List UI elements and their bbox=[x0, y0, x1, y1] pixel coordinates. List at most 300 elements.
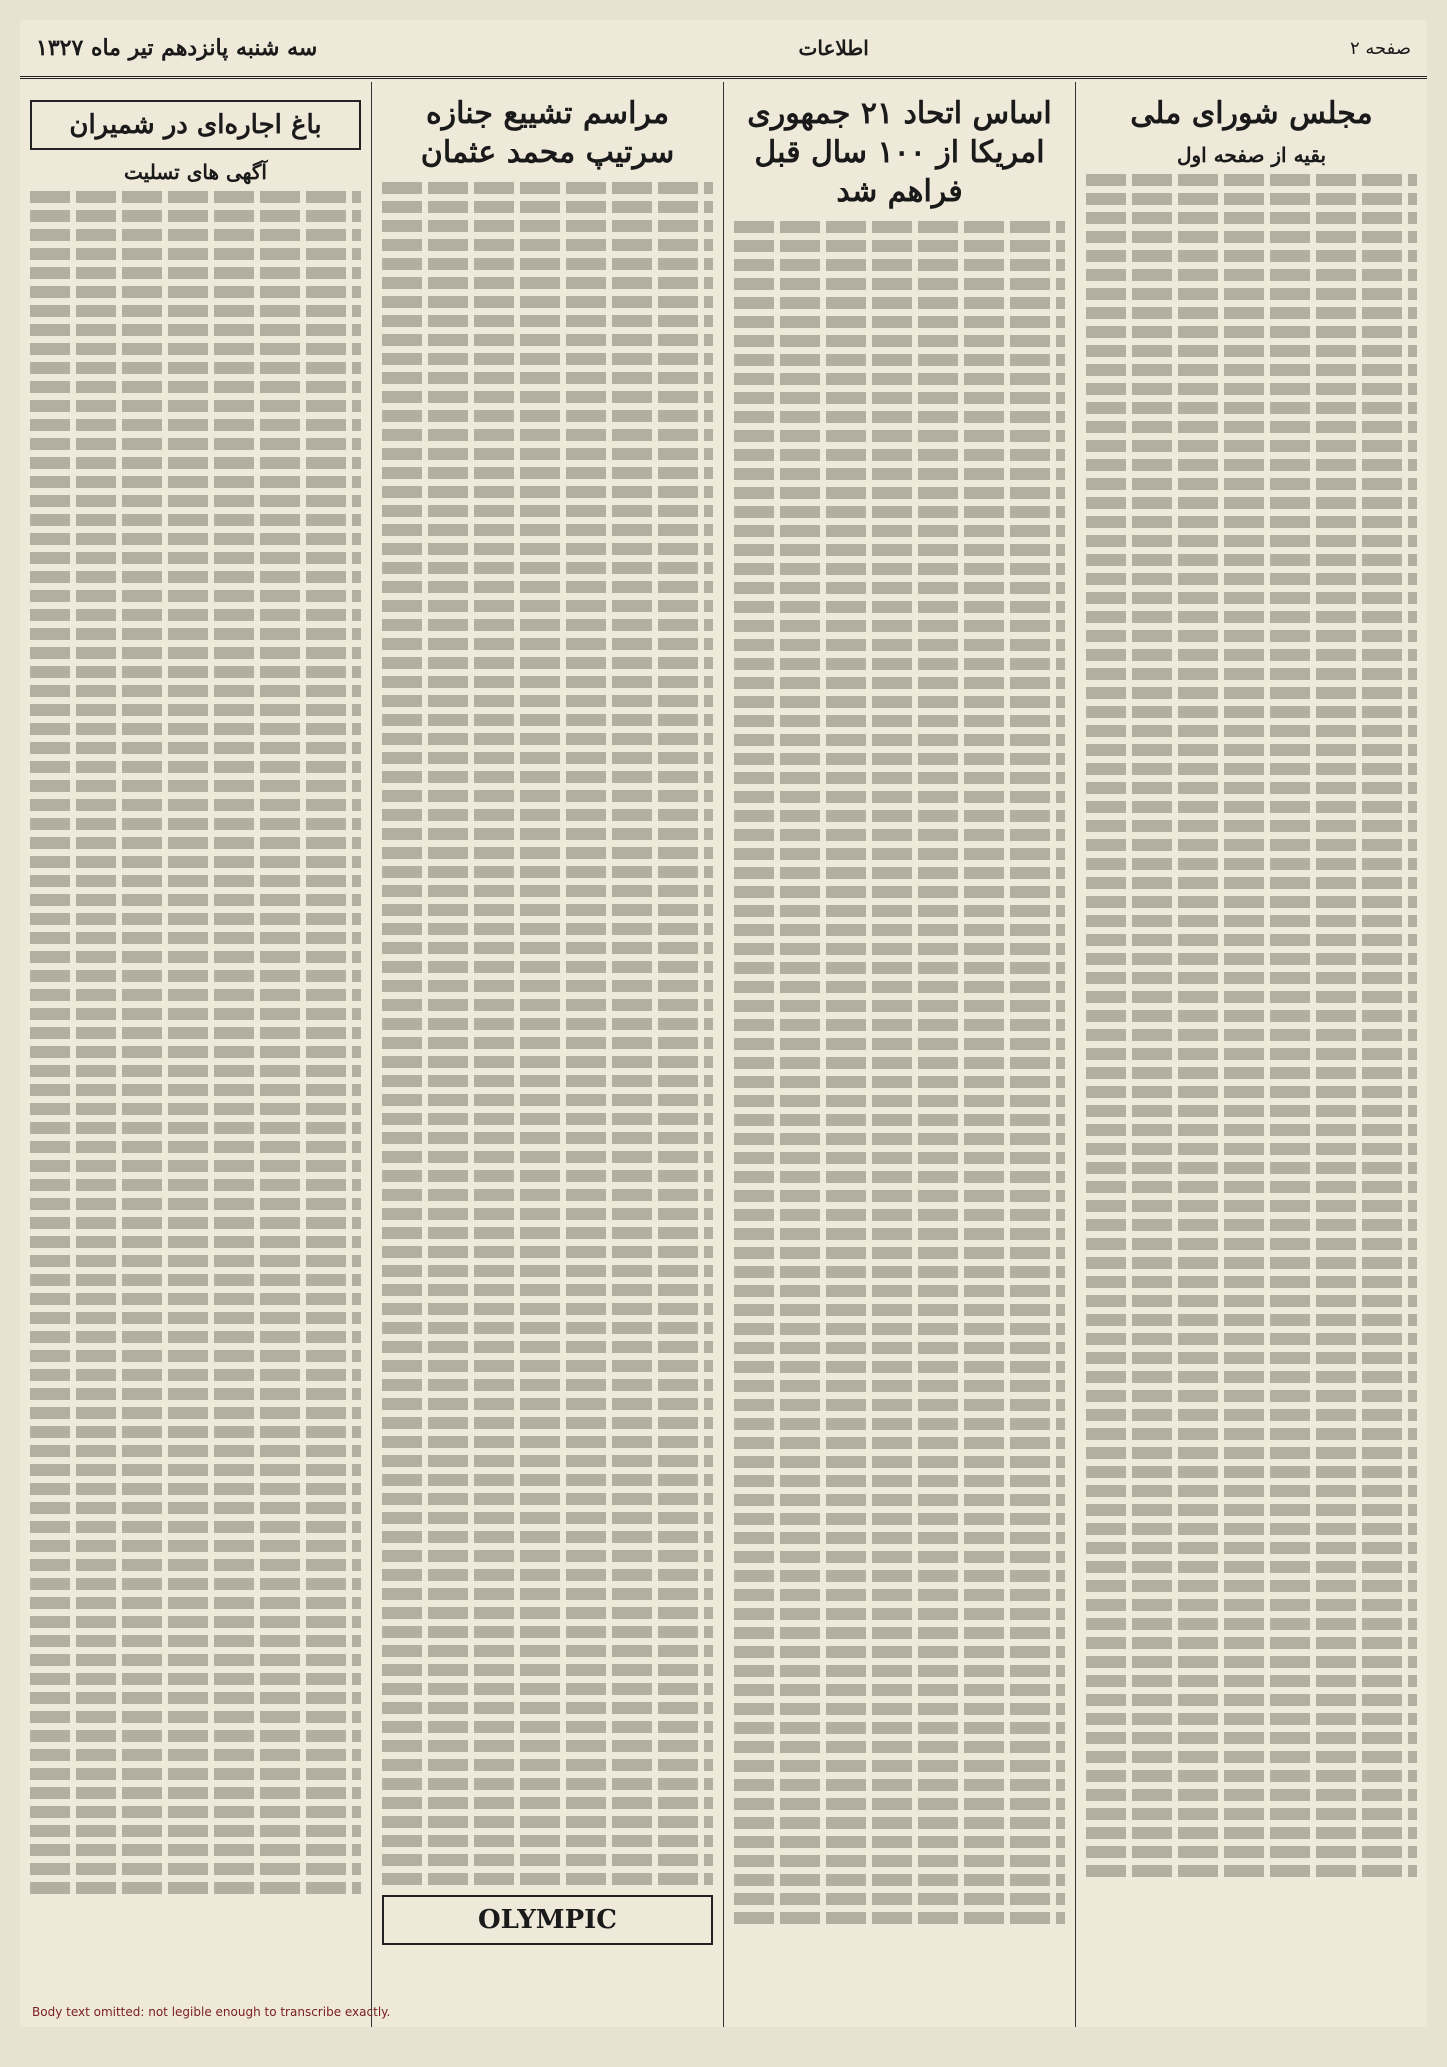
text-line-placeholder bbox=[30, 1407, 361, 1419]
text-line-placeholder bbox=[382, 1740, 713, 1752]
text-line-placeholder bbox=[30, 970, 361, 982]
text-line-placeholder bbox=[1086, 1656, 1417, 1668]
text-line-placeholder bbox=[734, 354, 1065, 366]
text-line-placeholder bbox=[1086, 1485, 1417, 1497]
text-line-placeholder bbox=[734, 1893, 1065, 1905]
text-line-placeholder bbox=[382, 1417, 713, 1429]
text-line-placeholder bbox=[734, 1247, 1065, 1259]
text-line-placeholder bbox=[734, 506, 1065, 518]
text-line-placeholder bbox=[734, 962, 1065, 974]
text-line-placeholder bbox=[734, 1456, 1065, 1468]
text-line-placeholder bbox=[734, 734, 1065, 746]
text-line-placeholder bbox=[382, 1075, 713, 1087]
text-line-placeholder bbox=[734, 278, 1065, 290]
text-line-placeholder bbox=[382, 1531, 713, 1543]
text-line-placeholder bbox=[30, 1046, 361, 1058]
text-line-placeholder bbox=[30, 1863, 361, 1875]
text-line-placeholder bbox=[382, 1018, 713, 1030]
text-line-placeholder bbox=[382, 410, 713, 422]
text-line-placeholder bbox=[734, 1323, 1065, 1335]
text-line-placeholder bbox=[30, 1331, 361, 1343]
text-line-placeholder bbox=[382, 201, 713, 213]
text-line-placeholder bbox=[30, 1236, 361, 1248]
text-line-placeholder bbox=[1086, 972, 1417, 984]
text-line-placeholder bbox=[30, 533, 361, 545]
text-line-placeholder bbox=[1086, 1276, 1417, 1288]
text-line-placeholder bbox=[30, 1426, 361, 1438]
text-line-placeholder bbox=[382, 239, 713, 251]
text-line-placeholder bbox=[382, 1759, 713, 1771]
text-line-placeholder bbox=[30, 932, 361, 944]
text-line-placeholder bbox=[382, 581, 713, 593]
text-line-placeholder bbox=[30, 1616, 361, 1628]
text-line-placeholder bbox=[1086, 174, 1417, 186]
text-line-placeholder bbox=[734, 544, 1065, 556]
text-line-placeholder bbox=[1086, 1010, 1417, 1022]
text-line-placeholder bbox=[1086, 440, 1417, 452]
text-line-placeholder bbox=[1086, 478, 1417, 490]
text-line-placeholder bbox=[30, 1141, 361, 1153]
text-line-placeholder bbox=[30, 1787, 361, 1799]
text-line-placeholder bbox=[382, 1493, 713, 1505]
text-line-placeholder bbox=[30, 571, 361, 583]
text-line-placeholder bbox=[30, 1198, 361, 1210]
text-line-placeholder bbox=[382, 600, 713, 612]
text-line-placeholder bbox=[382, 1854, 713, 1866]
text-line-placeholder bbox=[734, 867, 1065, 879]
text-line-placeholder bbox=[1086, 212, 1417, 224]
column-headline: اساس اتحاد ۲۱ جمهوری امریکا از ۱۰۰ سال قبل فراهم شد bbox=[747, 96, 1052, 209]
garden-ad bbox=[30, 100, 361, 150]
text-line-placeholder bbox=[1086, 1048, 1417, 1060]
text-line-placeholder bbox=[734, 449, 1065, 461]
text-line-placeholder bbox=[30, 894, 361, 906]
text-line-placeholder bbox=[30, 1825, 361, 1837]
text-line-placeholder bbox=[382, 1303, 713, 1315]
text-line-placeholder bbox=[30, 1065, 361, 1077]
text-line-placeholder bbox=[382, 1246, 713, 1258]
text-line-placeholder bbox=[1086, 1390, 1417, 1402]
text-line-placeholder bbox=[734, 1798, 1065, 1810]
text-line-placeholder bbox=[1086, 896, 1417, 908]
text-line-placeholder bbox=[382, 1474, 713, 1486]
text-line-placeholder bbox=[1086, 345, 1417, 357]
text-line-placeholder bbox=[382, 1455, 713, 1467]
text-line-placeholder bbox=[1086, 1295, 1417, 1307]
text-line-placeholder bbox=[1086, 1713, 1417, 1725]
text-line-placeholder bbox=[734, 1494, 1065, 1506]
text-line-placeholder bbox=[382, 771, 713, 783]
text-line-placeholder bbox=[1086, 782, 1417, 794]
text-line-placeholder bbox=[734, 582, 1065, 594]
text-line-placeholder bbox=[30, 1122, 361, 1134]
text-line-placeholder bbox=[1086, 1637, 1417, 1649]
text-line-placeholder bbox=[382, 1056, 713, 1068]
paper-name: اطلاعات bbox=[798, 36, 869, 60]
text-line-placeholder bbox=[382, 1778, 713, 1790]
text-line-placeholder bbox=[734, 658, 1065, 670]
text-line-placeholder bbox=[30, 742, 361, 754]
column-headline: مراسم تشییع جنازه سرتیپ محمد عثمان bbox=[420, 96, 675, 170]
text-line-placeholder bbox=[30, 647, 361, 659]
text-line-placeholder bbox=[1086, 801, 1417, 813]
text-line-placeholder bbox=[1086, 915, 1417, 927]
text-line-placeholder bbox=[30, 1388, 361, 1400]
text-line-placeholder bbox=[382, 1132, 713, 1144]
text-line-placeholder bbox=[382, 1151, 713, 1163]
text-line-placeholder bbox=[30, 1806, 361, 1818]
text-line-placeholder bbox=[1086, 1732, 1417, 1744]
text-line-placeholder bbox=[30, 381, 361, 393]
text-line-placeholder bbox=[30, 229, 361, 241]
text-line-placeholder bbox=[30, 1445, 361, 1457]
text-line-placeholder bbox=[30, 248, 361, 260]
text-line-placeholder bbox=[1086, 1238, 1417, 1250]
column-3 bbox=[371, 82, 723, 2027]
text-line-placeholder bbox=[382, 733, 713, 745]
text-line-placeholder bbox=[1086, 497, 1417, 509]
text-line-placeholder bbox=[1086, 744, 1417, 756]
text-line-placeholder bbox=[1086, 1694, 1417, 1706]
text-line-placeholder bbox=[734, 1038, 1065, 1050]
text-line-placeholder bbox=[30, 723, 361, 735]
text-line-placeholder bbox=[734, 1627, 1065, 1639]
text-line-placeholder bbox=[382, 1170, 713, 1182]
text-line-placeholder bbox=[1086, 307, 1417, 319]
text-line-placeholder bbox=[734, 1608, 1065, 1620]
text-line-placeholder bbox=[30, 1673, 361, 1685]
text-line-placeholder bbox=[30, 514, 361, 526]
text-line-placeholder bbox=[382, 296, 713, 308]
text-line-placeholder bbox=[382, 562, 713, 574]
text-line-placeholder bbox=[734, 753, 1065, 765]
ad-title: OLYMPIC bbox=[477, 1905, 617, 1935]
text-line-placeholder bbox=[30, 552, 361, 564]
text-line-placeholder bbox=[734, 1057, 1065, 1069]
text-line-placeholder bbox=[1086, 953, 1417, 965]
text-line-placeholder bbox=[30, 704, 361, 716]
text-line-placeholder bbox=[1086, 193, 1417, 205]
text-line-placeholder bbox=[30, 1730, 361, 1742]
text-line-placeholder bbox=[734, 1000, 1065, 1012]
text-line-placeholder bbox=[382, 980, 713, 992]
text-line-placeholder bbox=[30, 1540, 361, 1552]
text-line-placeholder bbox=[734, 639, 1065, 651]
text-line-placeholder bbox=[1086, 687, 1417, 699]
text-line-placeholder bbox=[734, 848, 1065, 860]
text-line-placeholder bbox=[734, 1228, 1065, 1240]
text-line-placeholder bbox=[1086, 516, 1417, 528]
text-line-placeholder bbox=[382, 372, 713, 384]
newspaper-page bbox=[20, 20, 1427, 2027]
text-line-placeholder bbox=[1086, 1162, 1417, 1174]
text-line-placeholder bbox=[734, 1380, 1065, 1392]
text-line-placeholder bbox=[382, 790, 713, 802]
text-line-placeholder bbox=[734, 430, 1065, 442]
text-line-placeholder bbox=[1086, 554, 1417, 566]
text-line-placeholder bbox=[1086, 1219, 1417, 1231]
text-line-placeholder bbox=[1086, 706, 1417, 718]
text-line-placeholder bbox=[382, 543, 713, 555]
columns bbox=[20, 82, 1427, 2027]
text-line-placeholder bbox=[1086, 1352, 1417, 1364]
column-1 bbox=[1075, 82, 1427, 2027]
text-line-placeholder bbox=[30, 875, 361, 887]
text-line-placeholder bbox=[734, 772, 1065, 784]
text-line-placeholder bbox=[734, 392, 1065, 404]
text-line-placeholder bbox=[1086, 1751, 1417, 1763]
text-line-placeholder bbox=[382, 1797, 713, 1809]
text-line-placeholder bbox=[734, 1095, 1065, 1107]
text-line-placeholder bbox=[734, 1551, 1065, 1563]
text-line-placeholder bbox=[1086, 934, 1417, 946]
text-line-placeholder bbox=[382, 505, 713, 517]
text-line-placeholder bbox=[1086, 630, 1417, 642]
text-line-placeholder bbox=[382, 1702, 713, 1714]
olympic-ad bbox=[382, 1895, 713, 1945]
text-line-placeholder bbox=[734, 1190, 1065, 1202]
text-line-placeholder bbox=[30, 1654, 361, 1666]
text-line-placeholder bbox=[1086, 535, 1417, 547]
text-line-placeholder bbox=[734, 1684, 1065, 1696]
text-line-placeholder bbox=[30, 1597, 361, 1609]
text-line-placeholder bbox=[30, 1312, 361, 1324]
text-line-placeholder bbox=[734, 411, 1065, 423]
text-line-placeholder bbox=[30, 951, 361, 963]
text-line-placeholder bbox=[382, 1379, 713, 1391]
text-line-placeholder bbox=[734, 1703, 1065, 1715]
text-line-placeholder bbox=[1086, 1618, 1417, 1630]
text-line-placeholder bbox=[734, 1836, 1065, 1848]
text-line-placeholder bbox=[30, 1103, 361, 1115]
text-line-placeholder bbox=[30, 324, 361, 336]
text-line-placeholder bbox=[382, 1094, 713, 1106]
text-line-placeholder bbox=[1086, 1428, 1417, 1440]
text-line-placeholder bbox=[734, 316, 1065, 328]
text-line-placeholder bbox=[734, 1418, 1065, 1430]
text-line-placeholder bbox=[30, 1179, 361, 1191]
text-line-placeholder bbox=[1086, 1542, 1417, 1554]
text-line-placeholder bbox=[734, 240, 1065, 252]
text-line-placeholder bbox=[1086, 383, 1417, 395]
issue-date: سه شنبه پانزدهم تیر ماه ۱۳۲۷ bbox=[36, 35, 318, 61]
text-line-placeholder bbox=[1086, 1846, 1417, 1858]
text-line-placeholder bbox=[382, 258, 713, 270]
text-line-placeholder bbox=[1086, 763, 1417, 775]
text-line-placeholder bbox=[30, 1084, 361, 1096]
text-line-placeholder bbox=[1086, 1447, 1417, 1459]
text-line-placeholder bbox=[734, 1855, 1065, 1867]
text-line-placeholder bbox=[382, 182, 713, 194]
text-line-placeholder bbox=[1086, 1124, 1417, 1136]
text-line-placeholder bbox=[1086, 991, 1417, 1003]
text-line-placeholder bbox=[1086, 1105, 1417, 1117]
text-line-placeholder bbox=[30, 1768, 361, 1780]
body-placeholder bbox=[382, 182, 713, 1885]
text-line-placeholder bbox=[30, 1749, 361, 1761]
text-line-placeholder bbox=[382, 638, 713, 650]
text-line-placeholder bbox=[734, 620, 1065, 632]
text-line-placeholder bbox=[1086, 1599, 1417, 1611]
text-line-placeholder bbox=[30, 400, 361, 412]
text-line-placeholder bbox=[30, 1844, 361, 1856]
text-line-placeholder bbox=[734, 1437, 1065, 1449]
text-line-placeholder bbox=[734, 1665, 1065, 1677]
text-line-placeholder bbox=[30, 837, 361, 849]
column-headline: مجلس شورای ملی bbox=[1130, 96, 1373, 131]
text-line-placeholder bbox=[382, 467, 713, 479]
text-line-placeholder bbox=[1086, 858, 1417, 870]
text-line-placeholder bbox=[382, 885, 713, 897]
text-line-placeholder bbox=[382, 1360, 713, 1372]
text-line-placeholder bbox=[30, 1559, 361, 1571]
text-line-placeholder bbox=[382, 391, 713, 403]
text-line-placeholder bbox=[1086, 326, 1417, 338]
text-line-placeholder bbox=[734, 905, 1065, 917]
text-line-placeholder bbox=[1086, 820, 1417, 832]
text-line-placeholder bbox=[734, 1760, 1065, 1772]
text-line-placeholder bbox=[1086, 1143, 1417, 1155]
text-line-placeholder bbox=[382, 429, 713, 441]
text-line-placeholder bbox=[30, 1635, 361, 1647]
text-line-placeholder bbox=[30, 1882, 361, 1894]
text-line-placeholder bbox=[734, 1171, 1065, 1183]
text-line-placeholder bbox=[382, 1607, 713, 1619]
text-line-placeholder bbox=[1086, 288, 1417, 300]
text-line-placeholder bbox=[1086, 725, 1417, 737]
text-line-placeholder bbox=[382, 1208, 713, 1220]
text-line-placeholder bbox=[30, 666, 361, 678]
text-line-placeholder bbox=[382, 1189, 713, 1201]
text-line-placeholder bbox=[382, 619, 713, 631]
text-line-placeholder bbox=[382, 1113, 713, 1125]
text-line-placeholder bbox=[382, 1816, 713, 1828]
text-line-placeholder bbox=[30, 210, 361, 222]
text-line-placeholder bbox=[382, 1683, 713, 1695]
text-line-placeholder bbox=[1086, 839, 1417, 851]
text-line-placeholder bbox=[30, 362, 361, 374]
text-line-placeholder bbox=[1086, 269, 1417, 281]
text-line-placeholder bbox=[30, 1350, 361, 1362]
text-line-placeholder bbox=[1086, 231, 1417, 243]
text-line-placeholder bbox=[30, 1293, 361, 1305]
text-line-placeholder bbox=[382, 923, 713, 935]
text-line-placeholder bbox=[734, 677, 1065, 689]
text-line-placeholder bbox=[1086, 364, 1417, 376]
text-line-placeholder bbox=[734, 1874, 1065, 1886]
text-line-placeholder bbox=[734, 1646, 1065, 1658]
condolence-heading: آگهی های تسلیت bbox=[124, 160, 267, 184]
text-line-placeholder bbox=[30, 1502, 361, 1514]
text-line-placeholder bbox=[382, 315, 713, 327]
text-line-placeholder bbox=[30, 1160, 361, 1172]
text-line-placeholder bbox=[1086, 1789, 1417, 1801]
text-line-placeholder bbox=[1086, 1257, 1417, 1269]
text-line-placeholder bbox=[382, 828, 713, 840]
text-line-placeholder bbox=[734, 1817, 1065, 1829]
text-line-placeholder bbox=[382, 1835, 713, 1847]
text-line-placeholder bbox=[734, 1399, 1065, 1411]
text-line-placeholder bbox=[382, 1398, 713, 1410]
text-line-placeholder bbox=[30, 761, 361, 773]
text-line-placeholder bbox=[30, 1711, 361, 1723]
text-line-placeholder bbox=[734, 1114, 1065, 1126]
text-line-placeholder bbox=[734, 221, 1065, 233]
body-placeholder bbox=[1086, 174, 1417, 1877]
text-line-placeholder bbox=[30, 476, 361, 488]
text-line-placeholder bbox=[1086, 459, 1417, 471]
text-line-placeholder bbox=[1086, 421, 1417, 433]
text-line-placeholder bbox=[734, 1779, 1065, 1791]
text-line-placeholder bbox=[734, 259, 1065, 271]
text-line-placeholder bbox=[734, 1570, 1065, 1582]
text-line-placeholder bbox=[734, 1475, 1065, 1487]
text-line-placeholder bbox=[30, 590, 361, 602]
text-line-placeholder bbox=[30, 438, 361, 450]
text-line-placeholder bbox=[30, 628, 361, 640]
text-line-placeholder bbox=[382, 961, 713, 973]
text-line-placeholder bbox=[382, 866, 713, 878]
text-line-placeholder bbox=[382, 1284, 713, 1296]
masthead bbox=[20, 20, 1427, 79]
text-line-placeholder bbox=[30, 818, 361, 830]
text-line-placeholder bbox=[382, 1341, 713, 1353]
text-line-placeholder bbox=[30, 1521, 361, 1533]
text-line-placeholder bbox=[734, 1285, 1065, 1297]
text-line-placeholder bbox=[1086, 1580, 1417, 1592]
text-line-placeholder bbox=[30, 419, 361, 431]
text-line-placeholder bbox=[734, 791, 1065, 803]
text-line-placeholder bbox=[1086, 611, 1417, 623]
text-line-placeholder bbox=[734, 1589, 1065, 1601]
text-line-placeholder bbox=[734, 943, 1065, 955]
text-line-placeholder bbox=[30, 913, 361, 925]
text-line-placeholder bbox=[1086, 250, 1417, 262]
text-line-placeholder bbox=[1086, 1314, 1417, 1326]
text-line-placeholder bbox=[30, 609, 361, 621]
text-line-placeholder bbox=[382, 809, 713, 821]
text-line-placeholder bbox=[1086, 1770, 1417, 1782]
text-line-placeholder bbox=[734, 468, 1065, 480]
text-line-placeholder bbox=[1086, 1523, 1417, 1535]
text-line-placeholder bbox=[734, 810, 1065, 822]
text-line-placeholder bbox=[1086, 1675, 1417, 1687]
text-line-placeholder bbox=[382, 1436, 713, 1448]
text-line-placeholder bbox=[1086, 402, 1417, 414]
text-line-placeholder bbox=[734, 1152, 1065, 1164]
text-line-placeholder bbox=[30, 457, 361, 469]
text-line-placeholder bbox=[1086, 1333, 1417, 1345]
text-line-placeholder bbox=[382, 334, 713, 346]
text-line-placeholder bbox=[30, 685, 361, 697]
text-line-placeholder bbox=[1086, 1181, 1417, 1193]
text-line-placeholder bbox=[30, 343, 361, 355]
text-line-placeholder bbox=[734, 1912, 1065, 1924]
text-line-placeholder bbox=[734, 297, 1065, 309]
text-line-placeholder bbox=[1086, 1086, 1417, 1098]
text-line-placeholder bbox=[382, 676, 713, 688]
text-line-placeholder bbox=[1086, 649, 1417, 661]
text-line-placeholder bbox=[30, 1255, 361, 1267]
text-line-placeholder bbox=[382, 1037, 713, 1049]
column-2 bbox=[723, 82, 1075, 2027]
text-line-placeholder bbox=[734, 1722, 1065, 1734]
text-line-placeholder bbox=[382, 1873, 713, 1885]
text-line-placeholder bbox=[30, 1217, 361, 1229]
text-line-placeholder bbox=[734, 1532, 1065, 1544]
text-line-placeholder bbox=[734, 601, 1065, 613]
text-line-placeholder bbox=[30, 267, 361, 279]
